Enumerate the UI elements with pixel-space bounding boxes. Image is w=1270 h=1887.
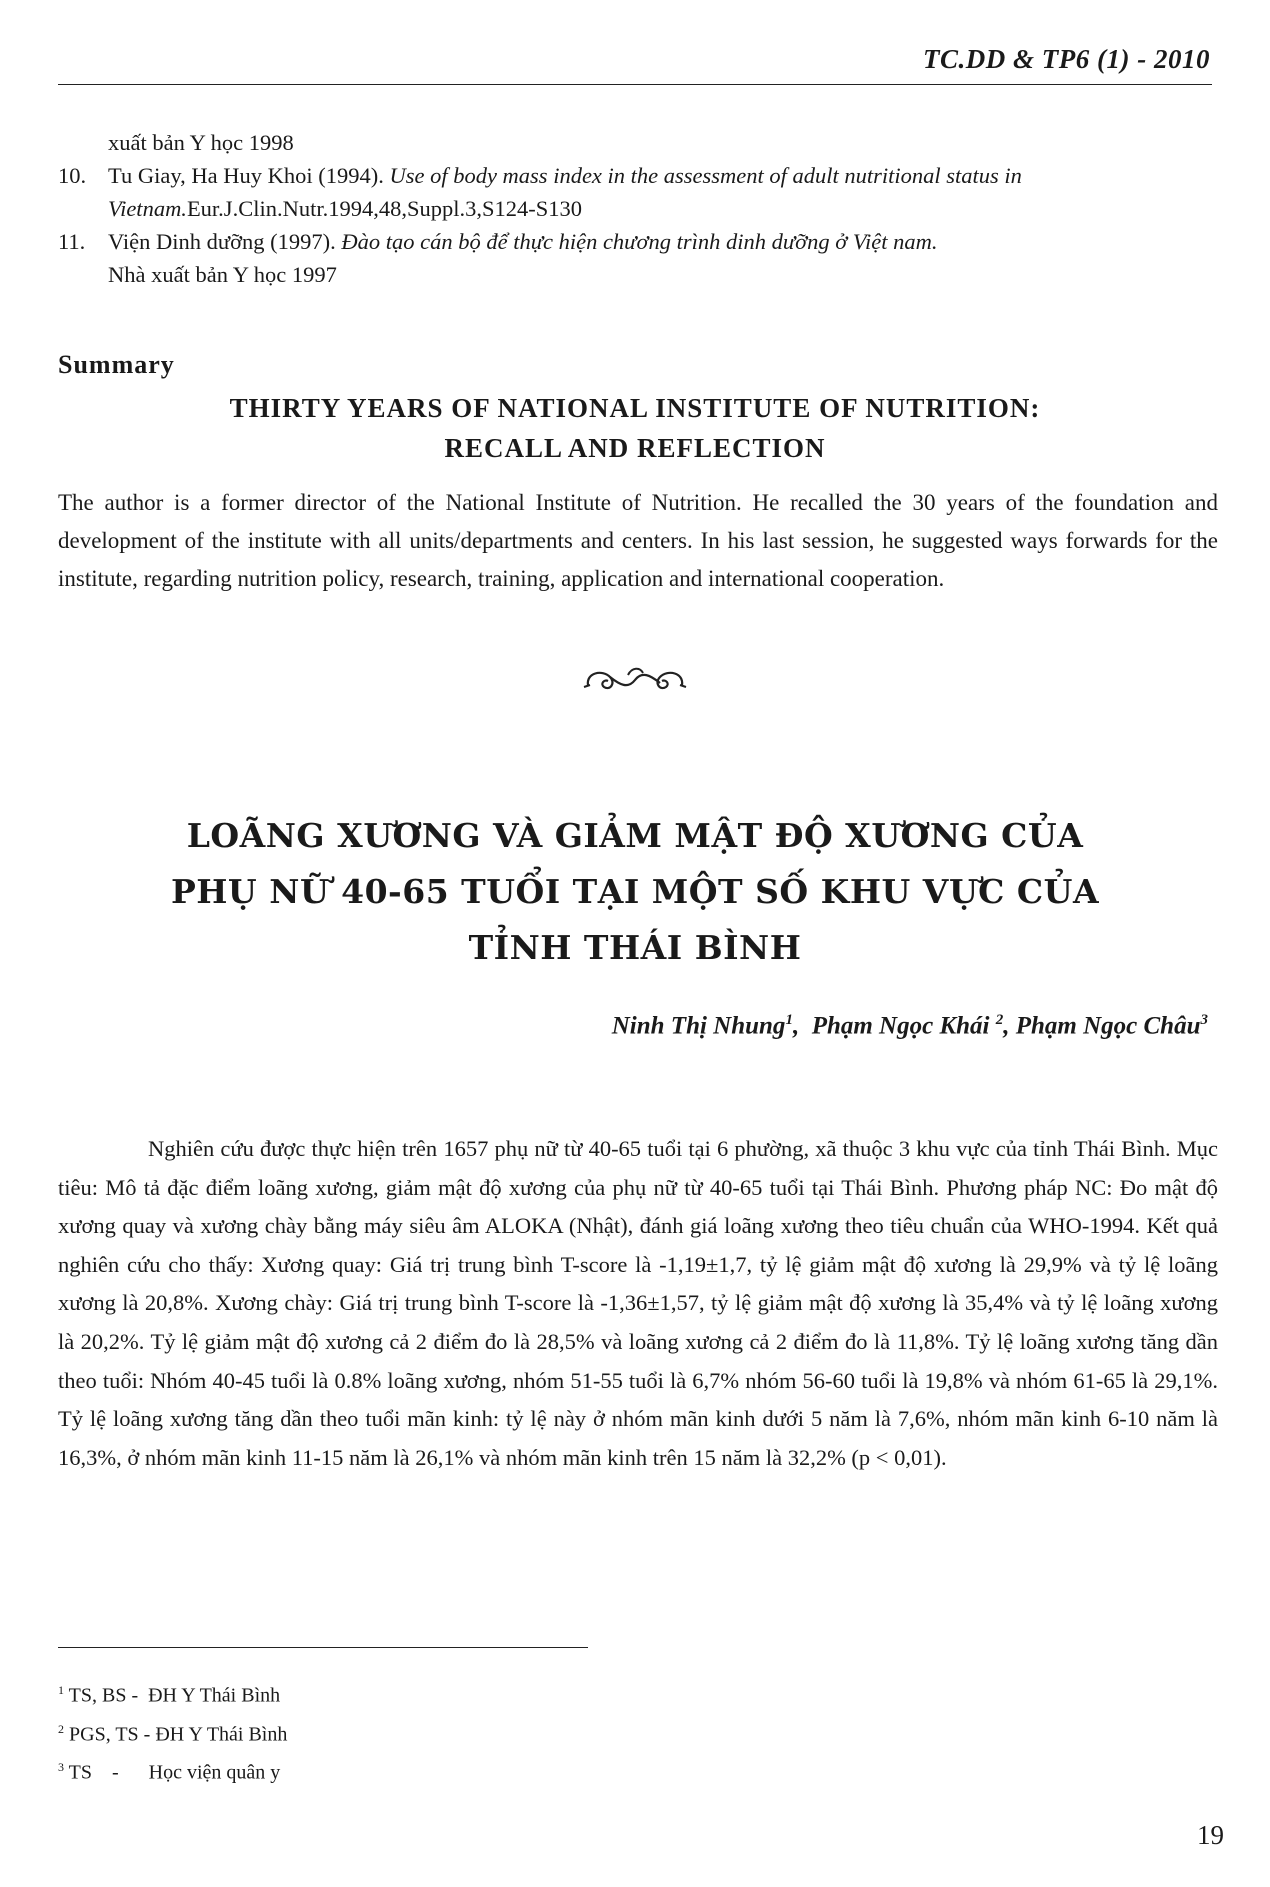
- journal-header: TC.DD & TP6 (1) - 2010: [923, 44, 1210, 74]
- footnote-mark: 3: [58, 1760, 64, 1775]
- reference-item: [58, 159, 1218, 225]
- author-affiliation-mark: 3: [1200, 1012, 1208, 1028]
- author-name: Phạm Ngọc Châu: [1015, 1012, 1201, 1040]
- reference-source: Eur.J.Clin.Nutr.1994,48,Suppl.3,S124-S130: [186, 196, 582, 221]
- footnote-mark: 2: [58, 1721, 64, 1736]
- abstract-paragraph: [58, 1130, 1218, 1477]
- abstract-text: Nghiên cứu được thực hiện trên 1657 phụ nữ từ 40-65 tuổi tại 6 phường, xã thuộc 3 khu vực của tỉnh Thái Bình. Mục tiêu: Mô tả đặc điểm loãng xương, giảm mật độ xương của phụ nữ từ 40-65 tuổi tại Thái Bình. Phương pháp NC: Đo mật độ xương quay và xương chày bằng máy siêu âm ALOKA (Nhật), đánh giá loãng xương theo tiêu chuẩn của WHO-1994. Kết quả nghiên cứu cho thấy: Xương quay: Giá trị trung bình T-score là -1,19±1,7, tỷ lệ giảm mật độ xương là 29,9% và tỷ lệ loãng xương là 20,8%. Xương chày: Giá trị trung bình T-score là -1,36±1,57, tỷ lệ giảm mật độ xương là 35,4% và tỷ lệ loãng xương là 20,2%. Tỷ lệ giảm mật độ xương cả 2 điểm đo là 28,5% và loãng xương cả 2 điểm đo là 11,8%. Tỷ lệ loãng xương tăng dần theo tuổi: Nhóm 40-45 tuổi là 0.8% loãng xương, nhóm 51-55 tuổi là 6,7% nhóm 56-60 tuổi là 19,8% và nhóm 61-65 là 29,1%. Tỷ lệ loãng xương tăng dần theo tuổi mãn kinh: tỷ lệ này ở nhóm mãn kinh dưới 5 năm là 7,6%, nhóm mãn kinh 6-10 năm là 16,3%, ở nhóm mãn kinh 11-15 năm là 26,1% và nhóm mãn kinh trên 15 năm là 32,2% (p < 0,01).: [58, 1136, 1218, 1470]
- author-affiliation-mark: 2: [995, 1012, 1004, 1028]
- footnote-item: [58, 1713, 287, 1752]
- fleuron-icon: [0, 663, 1270, 702]
- reference-title: Đào tạo cán bộ để thực hiện chương trình dinh dưỡng ở Việt nam.: [341, 229, 938, 254]
- reference-continuation: xuất bản Y học 1998: [108, 130, 294, 155]
- article-title-line: LOÃNG XƯƠNG VÀ GIẢM MẬT ĐỘ XƯƠNG CỦA: [186, 816, 1084, 855]
- footnote-item: [58, 1674, 287, 1713]
- footnote-text: TS - Học viện quân y: [64, 1761, 281, 1784]
- footnote-text: PGS, TS - ĐH Y Thái Bình: [64, 1723, 288, 1746]
- reference-source: Nhà xuất bản Y học 1997: [108, 262, 337, 287]
- reference-authors: Viện Dinh dưỡng (1997).: [108, 229, 342, 254]
- footnote-text: TS, BS - ĐH Y Thái Bình: [64, 1684, 281, 1707]
- reference-number: 10.: [58, 163, 87, 188]
- summary-title-line: THIRTY YEARS OF NATIONAL INSTITUTE OF NUTRITION:: [229, 393, 1041, 423]
- article-title: [80, 808, 1190, 976]
- article-title-line: PHỤ NỮ 40-65 TUỔI TẠI MỘT SỐ KHU VỰC CỦA: [170, 872, 1100, 911]
- summary-title-line: RECALL AND REFLECTION: [444, 433, 826, 463]
- author-affiliation-mark: 1: [785, 1012, 793, 1028]
- article-title-line: TỈNH THÁI BÌNH: [468, 928, 802, 967]
- page-number: 19: [1197, 1820, 1224, 1850]
- footnote-list: [58, 1674, 287, 1790]
- summary-title: [58, 388, 1212, 468]
- footnote-item: [58, 1751, 287, 1790]
- author-list: Ninh Thị Nhung$^1$, Phạm Ngọc Khái $^2$, Phạm Ngọc Châu$^3$: [611, 1012, 1208, 1040]
- reference-title: Use of body mass index in the assessment of adult nutritional status in Vietnam.: [108, 163, 1022, 221]
- footnote-rule: [58, 1647, 588, 1648]
- author-name: Phạm Ngọc Khái: [811, 1012, 990, 1040]
- summary-heading: Summary: [58, 350, 175, 379]
- reference-list: [58, 126, 1218, 291]
- header-rule: [58, 84, 1212, 85]
- reference-authors: Tu Giay, Ha Huy Khoi (1994).: [108, 163, 390, 188]
- summary-body: The author is a former director of the National Institute of Nutrition. He recalled the 30 years of the foundation and development of the institute with all units/departments and centers. In his last session, he suggested ways forwards for the institute, regarding nutrition policy, research, training, application and international cooperation.: [58, 490, 1218, 591]
- footnote-mark: 1: [58, 1683, 64, 1697]
- reference-item: [58, 225, 1218, 291]
- reference-number: 11.: [58, 229, 86, 254]
- author-name: Ninh Thị Nhung: [611, 1012, 786, 1040]
